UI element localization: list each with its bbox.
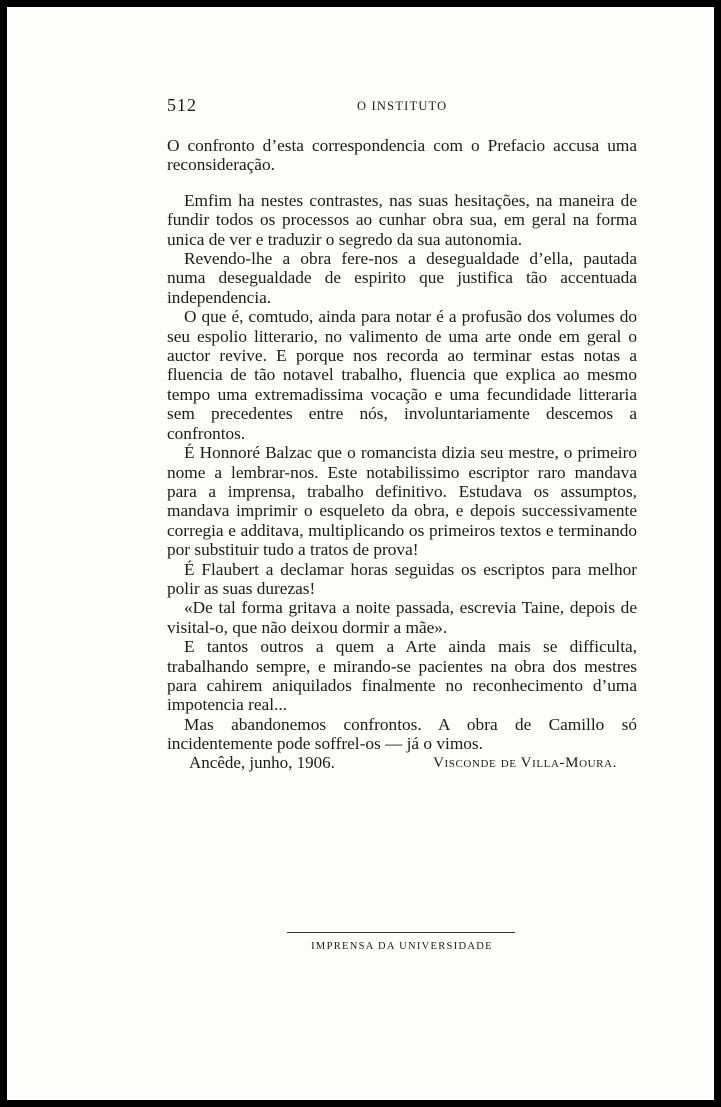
paragraph: É Honnoré Balzac que o romancista dizia seu mestre, o primeiro nome a lembrar-nos. Este notabilissimo escriptor raro mandava para a imprensa, trabalho definitivo. Estudava os assumptos, mandava imprimir o esqueleto da obra, e depois successivamente corregia e additava, multiplicando os primeiros textos e terminando por substituir tudo a tratos de prova! (167, 443, 637, 560)
place-date: Ancêde, junho, 1906. (189, 753, 335, 772)
paragraph: E tantos outros a quem a Arte ainda mais se difficulta, trabalhando sempre, e mirando-se pacientes na obra dos mestres para cahirem aniquilados finalmente no reconhecimento d’uma impotencia real... (167, 637, 637, 715)
article-body (167, 136, 637, 754)
paragraph: É Flaubert a declamar horas seguidas os escriptos para melhor polir as suas durezas! (167, 559, 637, 598)
printer-imprint: IMPRENSA DA UNIVERSIDADE (311, 941, 493, 952)
author-signature: Visconde de Villa-Moura. (433, 755, 617, 771)
running-head (167, 95, 637, 115)
paragraph: O confronto d’esta correspondencia com o Prefacio accusa uma reconsideração. (167, 136, 637, 175)
journal-title: O INSTITUTO (357, 99, 448, 113)
paragraph: Mas abandonemos confrontos. A obra de Camillo só incidentemente pode soffrel-os — já o vimos. (167, 714, 637, 754)
paragraph: «De tal forma gritava a noite passada, escrevia Taine, depois de visital-o, que não deixou dormir a mãe». (167, 598, 637, 637)
paragraph: Revendo-lhe a obra fere-nos a desegualdade d’ella, pautada numa desegualdade de espirito que justifica tão accentuada independencia. (167, 249, 637, 307)
footer-divider (287, 932, 515, 933)
paragraph: O que é, comtudo, ainda para notar é a profusão dos volumes do seu espolio litterario, no valimento de uma arte onde em geral o auctor revive. E porque nos recorda ao terminar estas notas a fluencia de tão notavel trabalho, fluencia que explica ao mesmo tempo uma extremadissima vocação e uma fecundidade litteraria sem precedentes entre nós, involuntariamente descemos a confrontos. (167, 307, 637, 443)
paragraph: Emfim ha nestes contrastes, nas suas hesitações, na maneira de fundir todos os processos ao cunhar obra sua, em geral na forma unica de ver e traduzir o segredo da sua autonomia. (167, 190, 637, 249)
page-number: 512 (167, 95, 197, 115)
signature-line (167, 753, 637, 775)
